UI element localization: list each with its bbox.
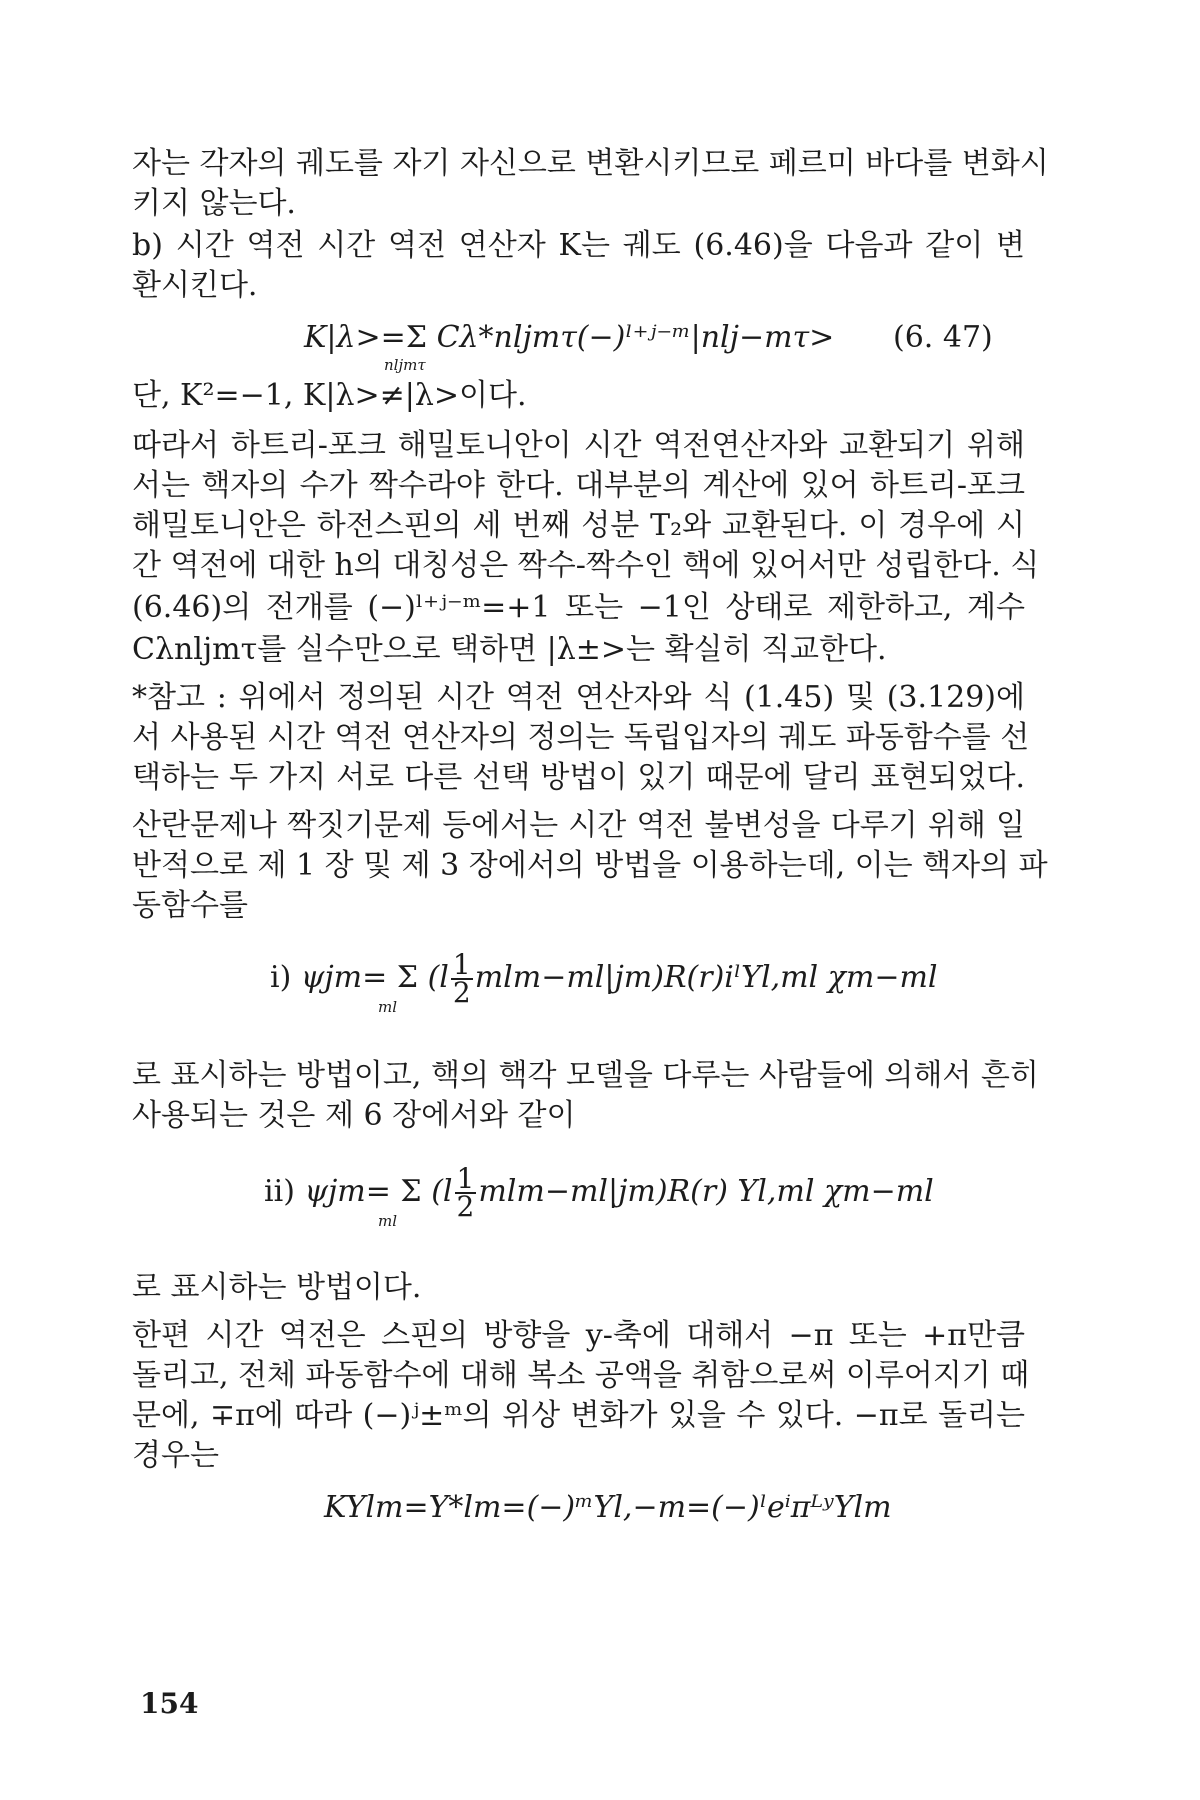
equation-label: ii) [264,1174,295,1209]
section-heading-line: b) 시간 역전 시간 역전 연산자 K는 궤도 (6.46)을 다음과 같이 변 [132,228,1025,263]
note-line: 택하는 두 가지 서로 다른 선택 방법이 있기 때문에 달리 표현되었다. [132,760,1025,795]
text-line: 해밀토니안은 하전스핀의 세 번째 성분 T₂와 교환된다. 이 경우에 시 [132,508,1025,543]
equation-time-reversal: KYlm=Y*lm=(−)ᵐYl,−m=(−)ˡeⁱπᴸʸYlm [324,1490,892,1525]
equation-term: mlm−ml|jm)R(r)iˡYl,ml χm−ml [474,960,938,995]
sum-symbol: Σ [400,1174,422,1209]
fraction: $\frac{1}{2}$ [456,1162,475,1223]
note-line: *참고 : 위에서 정의된 시간 역전 연산자와 식 (1.45) 및 (3.129)에 [132,680,1025,715]
text-line: 서는 핵자의 수가 짝수라야 한다. 대부분의 계산에 있어 하트리-포크 [132,468,1025,503]
text-line: 로 표시하는 방법이다. [132,1270,422,1305]
equation-i [270,948,938,1009]
text-line: 산란문제나 짝짓기문제 등에서는 시간 역전 불변성을 다루기 위해 일 [132,808,1025,843]
text-line: (6.46)의 전개를 (−)ˡ⁺ʲ⁻ᵐ=+1 또는 −1인 상태로 제한하고, 계수 [132,590,1025,625]
fraction: $\frac{1}{2}$ [452,948,471,1009]
equation-lhs: K|λ>= [304,320,406,355]
text-line: 로 표시하는 방법이고, 핵의 핵각 모델을 다루는 사람들에 의해서 흔히 [132,1058,1039,1093]
text-line: 한편 시간 역전은 스핀의 방향을 y-축에 대해서 −π 또는 +π만큼 [132,1318,1025,1353]
text-line: 단, K²=−1, K|λ>≠|λ>이다. [132,378,527,413]
text-line: 키지 않는다. [132,186,296,221]
equation-lhs: ψjm= [300,960,388,995]
equation-number: (6. 47) [893,320,993,355]
text-line: 경우는 [132,1438,219,1473]
text-line: 사용되는 것은 제 6 장에서와 같이 [132,1098,576,1133]
equation-lhs: ψjm= [304,1174,391,1209]
sum-symbol: Σ [405,320,428,355]
text-line: 따라서 하트리-포크 해밀토니안이 시간 역전연산자와 교환되기 위해 [132,428,1025,463]
equation-6-47 [304,318,834,358]
equation-term: mlm−ml|jm)R(r) Yl,ml χm−ml [478,1174,934,1209]
equation-term: Cλ*nljmτ(−)ˡ⁺ʲ⁻ᵐ|nlj−mτ> [436,320,835,355]
text-line: 자는 각자의 궤도를 자기 자신으로 변환시키므로 페르미 바다를 변화시 [132,146,1049,181]
clebsch-open: (l [431,1174,453,1209]
sum-index: ml [378,998,398,1016]
sum-index: nljmτ [384,356,426,374]
text-line: 문에, ∓π에 따라 (−)ʲ±ᵐ의 위상 변화가 있을 수 있다. −π로 돌리는 [132,1398,1025,1433]
sum-symbol: Σ [396,960,419,995]
text-line: 돌리고, 전체 파동함수에 대해 복소 공액을 취함으로써 이루어지기 때 [132,1358,1030,1393]
note-line: 서 사용된 시간 역전 연산자의 정의는 독립입자의 궤도 파동함수를 선 [132,720,1030,755]
text-line: 간 역전에 대한 h의 대칭성은 짝수-짝수인 핵에 있어서만 성립한다. 식 [132,548,1040,583]
text-line: 반적으로 제 1 장 및 제 3 장에서의 방법을 이용하는데, 이는 핵자의 파 [132,848,1048,883]
text-line: 환시킨다. [132,268,258,303]
clebsch-open: (l [427,960,449,995]
equation-ii [264,1162,934,1223]
text-line: 동함수를 [132,888,248,923]
sum-index: ml [378,1212,398,1230]
equation-label: i) [270,960,292,995]
page-number: 154 [140,1687,199,1720]
text-line: Cλnljmτ를 실수만으로 택하면 |λ±>는 확실히 직교한다. [132,632,887,667]
